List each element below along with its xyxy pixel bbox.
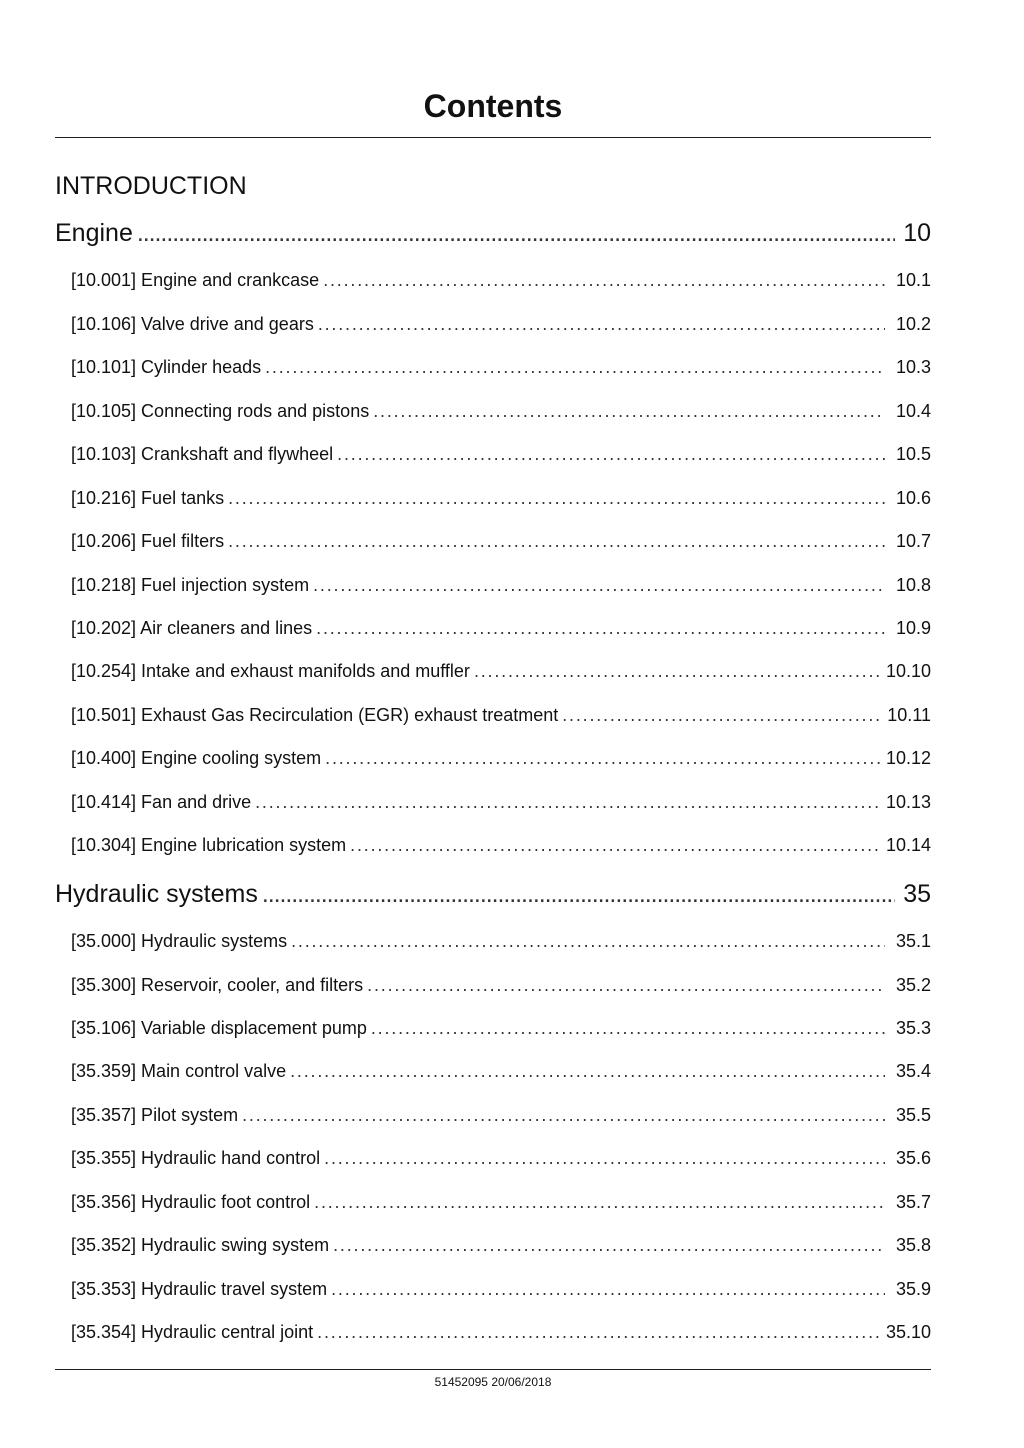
dot-leader — [228, 528, 885, 554]
toc-entry-label: [35.300] Reservoir, cooler, and filters — [71, 975, 364, 995]
toc-entry-label: [10.105] Connecting rods and pistons — [71, 401, 370, 421]
toc-entry-page: 10.9 — [895, 618, 931, 638]
toc-entry-label: [35.353] Hydraulic travel system — [71, 1279, 328, 1299]
toc-entry-page: 35.7 — [895, 1192, 931, 1212]
toc-entry[interactable] — [71, 702, 931, 728]
dot-leader — [242, 1102, 885, 1128]
toc-entry-label: [10.202] Air cleaners and lines — [71, 618, 313, 638]
toc-entry-label: [10.103] Crankshaft and flywheel — [71, 444, 334, 464]
toc-entry[interactable] — [71, 1058, 931, 1084]
dot-leader — [318, 311, 885, 337]
chapter-engine[interactable] — [55, 216, 931, 250]
toc-entry-label: [35.355] Hydraulic hand control — [71, 1148, 321, 1168]
toc-entry[interactable] — [71, 1189, 931, 1215]
dot-leader — [325, 745, 880, 771]
dot-leader — [255, 789, 880, 815]
toc-entry-page: 10.12 — [885, 748, 931, 768]
dot-leader — [137, 216, 895, 250]
toc-entry[interactable] — [71, 1102, 931, 1128]
toc-entry[interactable] — [71, 485, 931, 511]
dot-leader — [337, 441, 885, 467]
toc-entry[interactable] — [71, 398, 931, 424]
chapter-hydraulic-systems[interactable] — [55, 877, 931, 911]
chapter-title: Engine — [55, 219, 133, 247]
toc-entry-label: [10.400] Engine cooling system — [71, 748, 322, 768]
toc-entry-page: 10.10 — [885, 661, 931, 681]
footer-divider — [55, 1369, 931, 1370]
toc-entry-page: 10.11 — [887, 705, 931, 725]
toc-entry-label: [35.354] Hydraulic central joint — [71, 1322, 314, 1342]
toc-entry-label: [10.501] Exhaust Gas Recirculation (EGR) exhaust treatment — [71, 705, 559, 725]
toc-entry-label: [10.254] Intake and exhaust manifolds and muffler — [71, 661, 470, 681]
toc-entry-label: [10.304] Engine lubrication system — [71, 835, 347, 855]
toc-entry-label: [10.414] Fan and drive — [71, 792, 252, 812]
toc-entry-page: 10.8 — [895, 575, 931, 595]
toc-entry[interactable] — [71, 1319, 931, 1345]
chapter-title: Hydraulic systems — [55, 880, 258, 908]
toc-entry[interactable] — [71, 658, 931, 684]
toc-entry-label: [35.357] Pilot system — [71, 1105, 239, 1125]
toc-entry-page: 10.6 — [895, 488, 931, 508]
toc-entry-label: [35.000] Hydraulic systems — [71, 931, 288, 951]
toc-entry-page: 35.4 — [895, 1061, 931, 1081]
footer-document-id: 51452095 20/06/2018 — [434, 1375, 552, 1389]
toc-entry-page: 10.13 — [885, 792, 931, 812]
dot-leader — [228, 485, 885, 511]
toc-entry-page: 35.9 — [895, 1279, 931, 1299]
toc-entry[interactable] — [71, 1015, 931, 1041]
toc-entry-page: 10.5 — [895, 444, 931, 464]
chapter-page-number: 10 — [903, 219, 931, 247]
toc-entry-page: 35.2 — [895, 975, 931, 995]
toc-entry-page: 35.1 — [895, 931, 931, 951]
toc-entry-page: 35.5 — [895, 1105, 931, 1125]
toc-entry[interactable] — [71, 832, 931, 858]
toc-entry[interactable] — [71, 528, 931, 554]
dot-leader — [367, 972, 885, 998]
toc-entry-page: 35.3 — [895, 1018, 931, 1038]
toc-entry[interactable] — [71, 615, 931, 641]
toc-entry[interactable] — [71, 789, 931, 815]
toc-entry-page: 10.2 — [895, 314, 931, 334]
toc-entry[interactable] — [71, 1145, 931, 1171]
toc-entry-page: 10.1 — [895, 270, 931, 290]
intro-heading: INTRODUCTION — [55, 172, 247, 200]
dot-leader — [262, 877, 895, 911]
dot-leader — [324, 1145, 885, 1171]
toc-entry-label: [35.356] Hydraulic foot control — [71, 1192, 311, 1212]
toc-entry-label: [35.359] Main control valve — [71, 1061, 287, 1081]
dot-leader — [316, 615, 885, 641]
toc-entry[interactable] — [71, 1232, 931, 1258]
dot-leader — [373, 398, 885, 424]
toc-entry-label: [10.106] Valve drive and gears — [71, 314, 314, 334]
chapter-page-number: 35 — [903, 880, 931, 908]
toc-entry-label: [10.206] Fuel filters — [71, 531, 225, 551]
toc-entry[interactable] — [71, 311, 931, 337]
toc-entry[interactable] — [71, 441, 931, 467]
toc-entry[interactable] — [71, 354, 931, 380]
page-title: Contents — [423, 88, 563, 124]
dot-leader — [290, 1058, 885, 1084]
dot-leader — [562, 702, 881, 728]
dot-leader — [291, 928, 885, 954]
toc-entry[interactable] — [71, 267, 931, 293]
toc-entry-label: [10.218] Fuel injection system — [71, 575, 310, 595]
toc-entry-page: 10.14 — [885, 835, 931, 855]
dot-leader — [323, 267, 885, 293]
dot-leader — [333, 1232, 885, 1258]
dot-leader — [474, 658, 880, 684]
toc-entry-page: 10.4 — [895, 401, 931, 421]
toc-entry-page: 10.7 — [895, 531, 931, 551]
toc-entry-label: [35.106] Variable displacement pump — [71, 1018, 367, 1038]
toc-entry[interactable] — [71, 972, 931, 998]
dot-leader — [371, 1015, 885, 1041]
dot-leader — [314, 1189, 885, 1215]
toc-entry-page: 35.8 — [895, 1235, 931, 1255]
dot-leader — [265, 354, 885, 380]
toc-entry[interactable] — [71, 745, 931, 771]
dot-leader — [317, 1319, 880, 1345]
toc-entry[interactable] — [71, 928, 931, 954]
toc-entry[interactable] — [71, 1276, 931, 1302]
dot-leader — [313, 572, 885, 598]
toc-entry-page: 35.6 — [895, 1148, 931, 1168]
toc-entry-label: [10.001] Engine and crankcase — [71, 270, 320, 290]
toc-entry-label: [10.216] Fuel tanks — [71, 488, 225, 508]
toc-entry-page: 10.3 — [895, 357, 931, 377]
header-divider — [55, 137, 931, 138]
toc-entry-page: 35.10 — [885, 1322, 931, 1342]
toc-entry-label: [35.352] Hydraulic swing system — [71, 1235, 330, 1255]
toc-entry[interactable] — [71, 572, 931, 598]
dot-leader — [350, 832, 880, 858]
toc-entry-label: [10.101] Cylinder heads — [71, 357, 262, 377]
dot-leader — [331, 1276, 885, 1302]
